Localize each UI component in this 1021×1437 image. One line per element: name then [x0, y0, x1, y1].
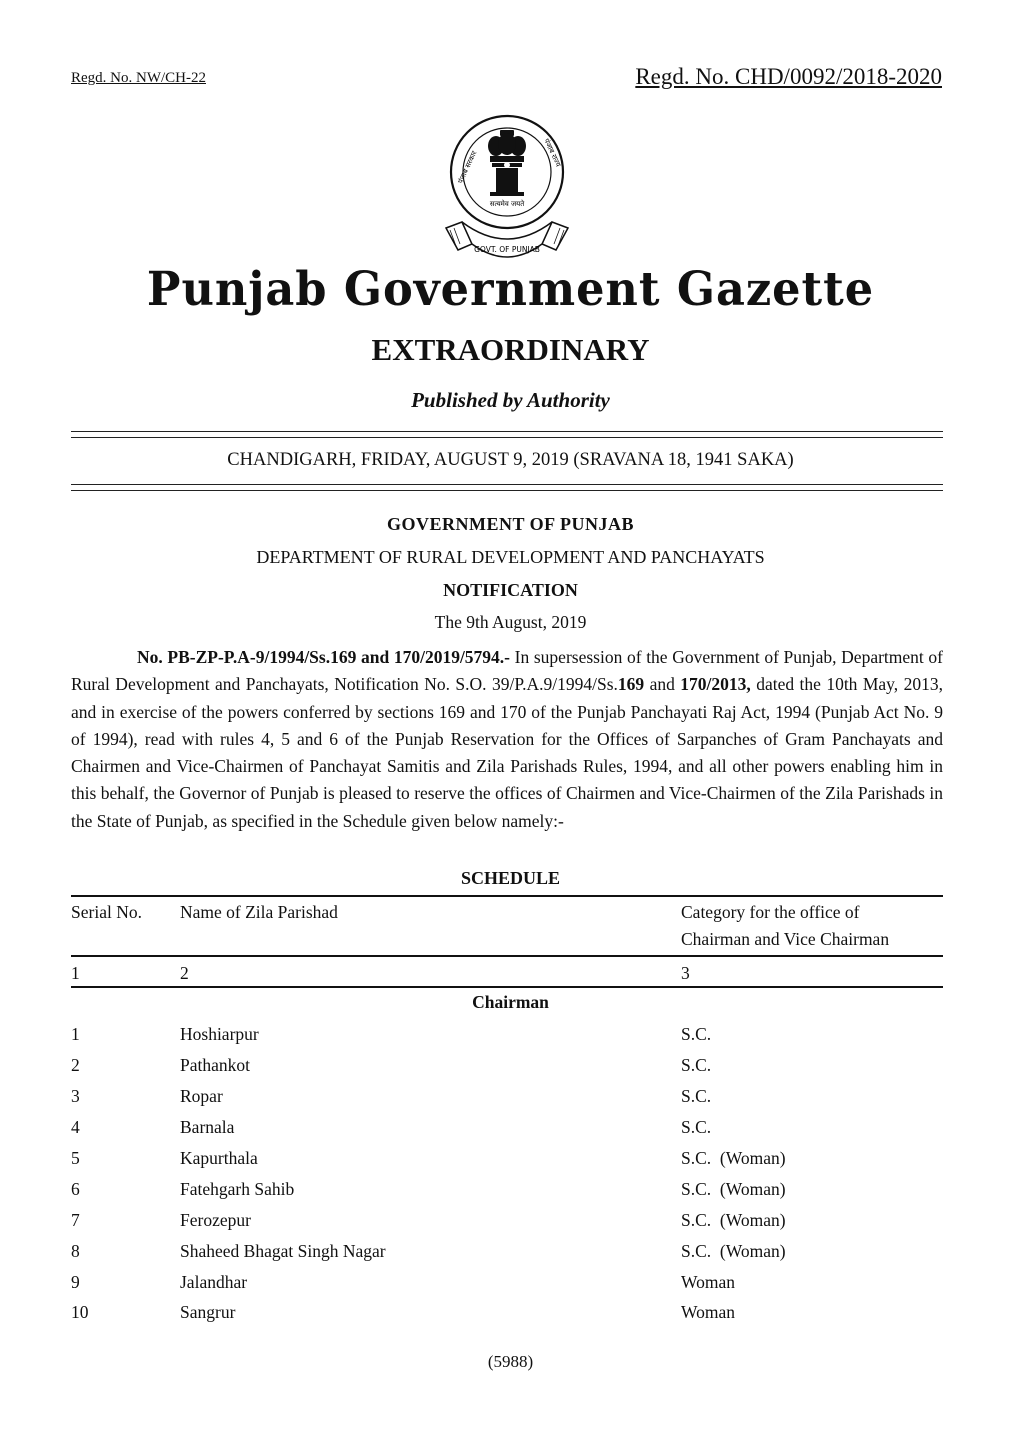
table-row: 10 Sangrur Woman — [71, 1302, 735, 1322]
regd-number-left: Regd. No. NW/CH-22 — [71, 70, 206, 86]
table-rule — [71, 986, 943, 988]
department-heading: DEPARTMENT OF RURAL DEVELOPMENT AND PANCHAYATS — [256, 547, 765, 567]
column-number: 2 — [180, 963, 189, 983]
header-name: Name of Zila Parishad — [180, 902, 338, 922]
table-row: 1 Hoshiarpur S.C. — [71, 1024, 712, 1044]
table-rule — [71, 895, 943, 897]
notification-number: No. PB-ZP-P.A-9/1994/Ss.169 and 170/2019/5794.- — [137, 647, 511, 667]
column-number: 1 — [71, 963, 80, 983]
table-row: 3 Ropar S.C. — [71, 1086, 712, 1106]
header-category-2: Chairman and Vice Chairman — [681, 929, 890, 949]
notification-body: No. PB-ZP-P.A-9/1994/Ss.169 and 170/2019/5794.- In supersession of the Government of Punjab, Department of Rural Development and Panchayats, Notification No. S.O. 39/P.A.9/1994/Ss.169 and 170/2013, dated the 10th May, 2013, and in exercise of the powers conferred by sections 169 and 170 of the Punjab Panchayati Raj Act, 1994 (Punjab Act No. 9 of 1994), read with rules 4, 5 and 6 of the Punjab Reservation for the Offices of Sarpanches of Gram Panchayats and Chairmen and Vice-Chairmen of Panchayat Samitis and Zila Parishads Rules, 1994, and all other powers enabling him in this behalf, the Governor of Punjab is pleased to reserve the offices of Chairmen and Vice-Chairmen of the Zila Parishads in the State of Punjab, as specified in the Schedule given below namely:- — [71, 647, 943, 831]
regd-number-right: Regd. No. CHD/0092/2018-2020 — [635, 64, 942, 89]
divider — [71, 490, 943, 491]
table-row: 4 Barnala S.C. — [71, 1117, 712, 1137]
header-category-1: Category for the office of — [681, 902, 860, 922]
table-row: 2 Pathankot S.C. — [71, 1055, 712, 1075]
seal-text-right: पंजाब राज्य — [542, 137, 563, 168]
gazette-title: Punjab Government Gazette — [146, 262, 875, 317]
schedule-title: SCHEDULE — [460, 868, 561, 888]
notification-date: The 9th August, 2019 — [434, 612, 587, 632]
table-rule — [71, 955, 943, 957]
divider — [71, 431, 943, 432]
table-row: 7 Ferozepur S.C. (Woman) — [71, 1210, 786, 1230]
table-row: 8 Shaheed Bhagat Singh Nagar S.C. (Woman) — [71, 1241, 786, 1261]
government-heading: GOVERNMENT OF PUNJAB — [386, 514, 634, 534]
header-serial: Serial No. — [71, 902, 142, 922]
published-by: Published by Authority — [411, 388, 610, 412]
seal-text-left: पंजाब सरकार — [456, 149, 479, 185]
section-heading: Chairman — [472, 992, 549, 1012]
state-emblem-seal-icon — [440, 110, 574, 268]
table-row: 9 Jalandhar Woman — [71, 1272, 735, 1292]
table-row: 5 Kapurthala S.C. (Woman) — [71, 1148, 786, 1168]
scroll-text: GOVT. OF PUNJAB — [474, 245, 540, 254]
page-number: (5988) — [487, 1352, 534, 1371]
edition-label: EXTRAORDINARY — [371, 332, 650, 367]
column-number: 3 — [681, 963, 690, 983]
notification-heading: NOTIFICATION — [443, 580, 578, 600]
motto-text: सत्यमेव जयते — [489, 200, 525, 208]
dateline: CHANDIGARH, FRIDAY, AUGUST 9, 2019 (SRAVANA 18, 1941 SAKA) — [227, 450, 794, 470]
table-row: 6 Fatehgarh Sahib S.C. (Woman) — [71, 1179, 786, 1199]
divider — [71, 437, 943, 438]
divider — [71, 484, 943, 485]
